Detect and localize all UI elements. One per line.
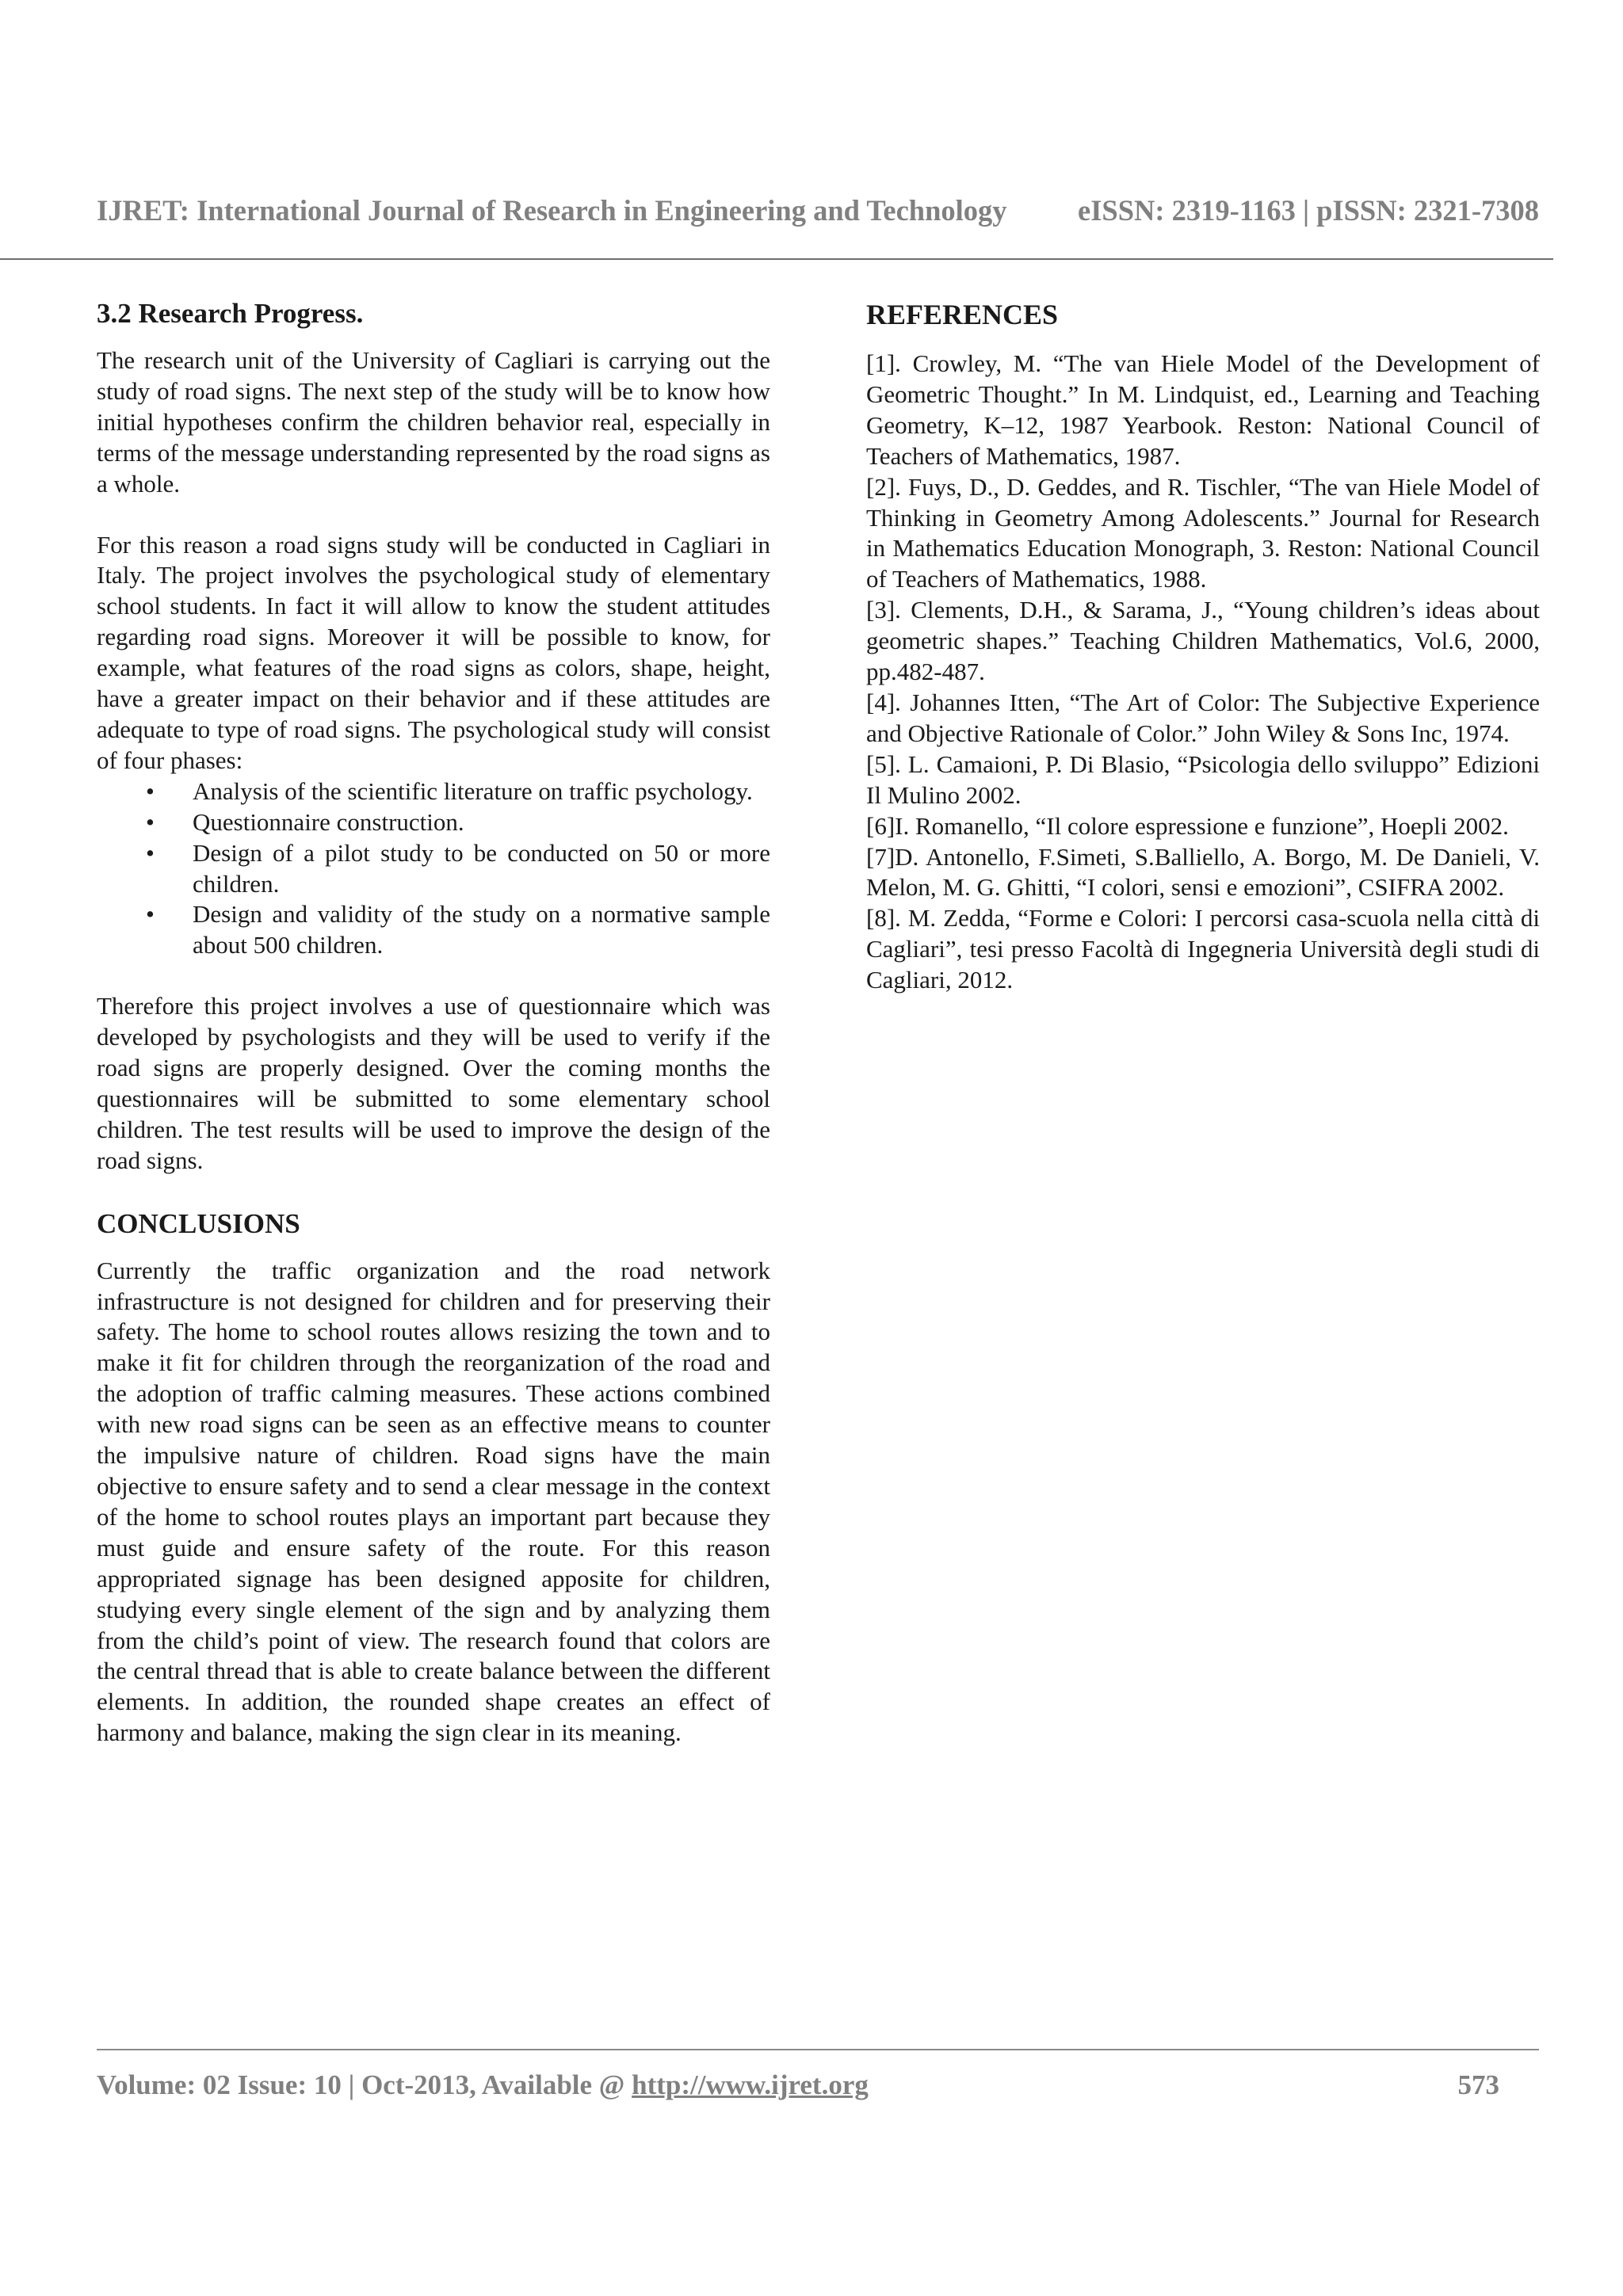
- issn-info: eISSN: 2319-1163 | pISSN: 2321-7308: [1078, 194, 1539, 227]
- bullet-icon: •: [146, 900, 155, 929]
- header-rule: [0, 258, 1553, 260]
- journal-link[interactable]: http://www.ijret.org: [632, 2069, 869, 2100]
- right-column: [866, 298, 1540, 996]
- reference-item: [7]D. Antonello, F.Simeti, S.Balliello, A. Borgo, M. De Danieli, V. Melon, M. G. Ghitti, “I colori, sensi e emozioni”, CSIFRA 2002.: [866, 842, 1540, 902]
- reference-item: [6]I. Romanello, “Il colore espressione e funzione”, Hoepli 2002.: [866, 811, 1509, 840]
- list-item: [97, 776, 770, 807]
- footer-volume: [97, 2069, 869, 2101]
- phase-text: Design of a pilot study to be conducted on 50 or more children.: [193, 838, 770, 898]
- footer: [97, 2069, 1499, 2101]
- research-progress-heading: 3.2 Research Progress.: [97, 298, 364, 329]
- bullet-icon: •: [146, 776, 155, 805]
- journal-title: IJRET: International Journal of Research in Engineering and Technology: [97, 194, 1007, 227]
- phase-text: Design and validity of the study on a normative sample about 500 children.: [193, 900, 770, 959]
- section-gap: [97, 1177, 770, 1208]
- list-item: [97, 807, 770, 838]
- reference-item: [8]. M. Zedda, “Forme e Colori: I percorsi casa-scuola nella città di Cagliari”, tesi presso Facoltà di Ingegneria Università degli studi di Cagliari, 2012.: [866, 904, 1540, 994]
- running-header: [97, 193, 1539, 227]
- research-paragraph-3: Therefore this project involves a use of questionnaire which was developed by psychologists and they will be used to verify if the road signs are properly designed. Over the coming months the questionnaires will be submitted to some elementary school children. The test results will be used to improve the design of the road signs.: [97, 992, 770, 1174]
- bullet-icon: •: [146, 807, 155, 836]
- research-paragraph-2: For this reason a road signs study will be conducted in Cagliari in Italy. The project involves the psychological study of elementary school students. In fact it will allow to know the student attitudes regarding road signs. Moreover it will be possible to know, for example, what features of the road signs as colors, shape, height, have a greater impact on their behavior and if these attitudes are adequate to type of road signs. The psychological study will consist of four phases:: [97, 530, 770, 774]
- paragraph-gap: [97, 961, 770, 991]
- phases-list: [97, 776, 770, 961]
- references-list: [866, 349, 1540, 996]
- left-column: [97, 298, 770, 1749]
- list-item: [97, 899, 770, 961]
- reference-item: [5]. L. Camaioni, P. Di Blasio, “Psicologia dello sviluppo” Edizioni Il Mulino 2002.: [866, 749, 1540, 809]
- footer-rule: [97, 2049, 1539, 2050]
- reference-item: [1]. Crowley, M. “The van Hiele Model of the Development of Geometric Thought.” In M. Lindquist, ed., Learning and Teaching Geometry, K–12, 1987 Yearbook. Reston: National Council of Teachers of Mathematics, 1987.: [866, 349, 1540, 470]
- reference-item: [3]. Clements, D.H., & Sarama, J., “Young children’s ideas about geometric shapes.” Teaching Children Mathematics, Vol.6, 2000, pp.482-487.: [866, 596, 1540, 686]
- phase-text: Questionnaire construction.: [193, 807, 464, 836]
- reference-item: [4]. Johannes Itten, “The Art of Color: The Subjective Experience and Objective Rationale of Color.” John Wiley & Sons Inc, 1974.: [866, 688, 1540, 747]
- conclusions-paragraph: Currently the traffic organization and the road network infrastructure is not designed for children and for preserving their safety. The home to school routes allows resizing the town and to make it fit for children through the reorganization of the road and the adoption of traffic calming measures. These actions combined with new road signs can be seen as an effective means to counter the impulsive nature of children. Road signs have the main objective to ensure safety and to send a clear message in the context of the home to school routes plays an important part because they must guide and ensure safety of the route. For this reason appropriated signage has been designed apposite for children, studying every single element of the sign and by analyzing them from the child’s point of view. The research found that colors are the central thread that is able to create balance between the different elements. In addition, the rounded shape creates an effect of harmony and balance, making the sign clear in its meaning.: [97, 1256, 770, 1747]
- footer-volume-text: Volume: 02 Issue: 10 | Oct-2013, Available @: [97, 2069, 632, 2100]
- references-heading: REFERENCES: [866, 299, 1059, 330]
- paragraph-gap: [97, 500, 770, 530]
- reference-item: [2]. Fuys, D., D. Geddes, and R. Tischler, “The van Hiele Model of Thinking in Geometry Among Adolescents.” Journal for Research in Mathematics Education Monograph, 3. Reston: National Council of Teachers of Mathematics, 1988.: [866, 472, 1540, 593]
- phase-text: Analysis of the scientific literature on traffic psychology.: [193, 776, 753, 805]
- research-paragraph-1: The research unit of the University of Cagliari is carrying out the study of road signs. The next step of the study will be to know how initial hypotheses confirm the children behavior real, especially in terms of the message understanding represented by the road signs as a whole.: [97, 346, 770, 498]
- page-number: 573: [1457, 2069, 1499, 2100]
- bullet-icon: •: [146, 838, 155, 867]
- conclusions-heading: CONCLUSIONS: [97, 1207, 300, 1239]
- list-item: [97, 838, 770, 900]
